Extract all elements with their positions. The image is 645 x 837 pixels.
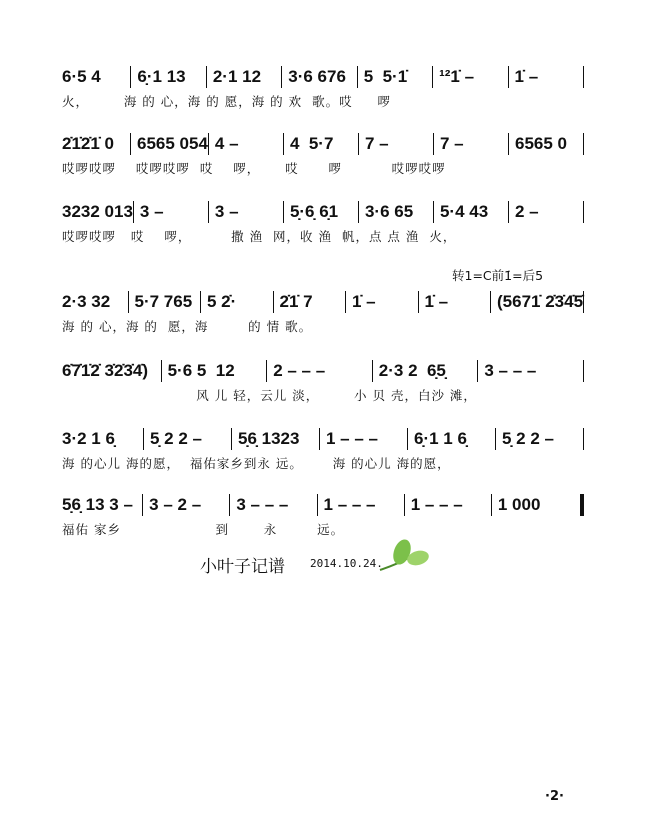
measure: 7 –: [358, 133, 433, 155]
measure: 5̣6̣ 1323: [231, 428, 319, 450]
measure: 2 –: [508, 201, 583, 223]
measure: 1̇ –: [508, 66, 583, 88]
notation-line: [62, 494, 584, 516]
measure: 2̇1̇ 7: [273, 291, 346, 313]
measure: 3232 013: [62, 202, 133, 221]
measure: 5̣ 2 2 –: [143, 428, 231, 450]
notation-line: [62, 428, 584, 450]
measure: 2·3 2 6̣5̣: [372, 360, 478, 382]
measure: 3 –: [208, 201, 283, 223]
system-3: [62, 201, 584, 245]
lyrics-line: 福佑 家乡 到 永 远。: [62, 522, 345, 537]
system-4: [62, 291, 584, 335]
measure: 3·6 676: [281, 66, 356, 88]
lyrics-line: 风 儿 轻，云儿 淡， 小 贝 壳，白沙 滩，: [62, 388, 477, 403]
measure: 3·6 65: [358, 201, 433, 223]
key-change-marking: 转1=C前1̇=后5: [452, 268, 544, 283]
measure: 5̣6̣ 13 3 –: [62, 495, 133, 514]
measure: 3 – – –: [477, 360, 583, 382]
lyrics-line: 火， 海 的 心，海 的 愿，海 的 欢 歌。哎 啰: [62, 94, 391, 109]
transcriber-signature: 小叶子记谱: [200, 557, 285, 577]
measure: 7 –: [433, 133, 508, 155]
system-7: [62, 494, 584, 538]
lyrics-line: 海 的 心，海 的 愿，海 的 情 歌。: [62, 319, 313, 334]
measure: 6565 0: [508, 133, 583, 155]
measure: 2·3 32: [62, 292, 111, 311]
notation-line: [62, 360, 584, 382]
measure: 2 – – –: [266, 360, 372, 382]
measure: 5·4 43: [433, 201, 508, 223]
measure: 5·6 5 12: [161, 360, 267, 382]
measure: 1 – – –: [404, 494, 491, 516]
measure: 3·2 1 6̣: [62, 429, 115, 448]
measure: 1 000: [491, 494, 578, 516]
measure: 4 –: [208, 133, 283, 155]
notation-line: [62, 291, 584, 313]
lyrics-line: 哎啰哎啰 哎啰哎啰 哎 啰， 哎 啰 哎啰哎啰: [62, 161, 446, 176]
measure: 1̇ –: [345, 291, 418, 313]
measure: 1̇ –: [418, 291, 491, 313]
transcription-date: 2014.10.24.: [310, 557, 383, 570]
system-1: [62, 66, 584, 110]
measure: 2̇1̇2̇1̇ 0: [62, 134, 114, 153]
measure: 3 – – –: [229, 494, 316, 516]
notation-line: [62, 201, 584, 223]
leaf-icon: [378, 538, 430, 578]
measure: 5 5·1̇: [357, 66, 432, 88]
notation-line: [62, 133, 584, 155]
lyrics-line: 哎啰哎啰 哎 啰， 撒 渔 网，收 渔 帆，点 点 渔 火，: [62, 229, 457, 244]
system-2: [62, 133, 584, 177]
measure: 1 – – –: [317, 494, 404, 516]
measure: 6̣·1 13: [130, 66, 205, 88]
measure: 5 2̇·: [200, 291, 273, 313]
measure: ¹²1̇ –: [432, 66, 507, 88]
measure: 1 – – –: [319, 428, 407, 450]
measure: 6·5 4: [62, 67, 101, 86]
measure: (5671̇ 2̇3̇4̇5̇: [490, 291, 583, 313]
measure: 4 5·7: [283, 133, 358, 155]
measure: 2·1 12: [206, 66, 281, 88]
page-number: ·2·: [545, 789, 564, 804]
measure: 3 –: [133, 201, 208, 223]
measure: 5̣ 2 2 –: [495, 428, 583, 450]
measure: 6565 054: [130, 133, 208, 155]
measure: 5̣·6̣ 6̣1: [283, 201, 358, 223]
measure: 5·7 765: [128, 291, 201, 313]
system-5: [62, 360, 584, 404]
notation-line: [62, 66, 584, 88]
lyrics-line: 海 的心儿 海的愿， 福佑家乡到永 远。 海 的心儿 海的愿，: [62, 456, 451, 471]
measure: 6̇7̇1̇2̇ 3̇2̇3̇4̇): [62, 361, 149, 380]
system-6: [62, 428, 584, 472]
measure: 3 – 2 –: [142, 494, 229, 516]
measure: 6̣·1 1 6̣: [407, 428, 495, 450]
